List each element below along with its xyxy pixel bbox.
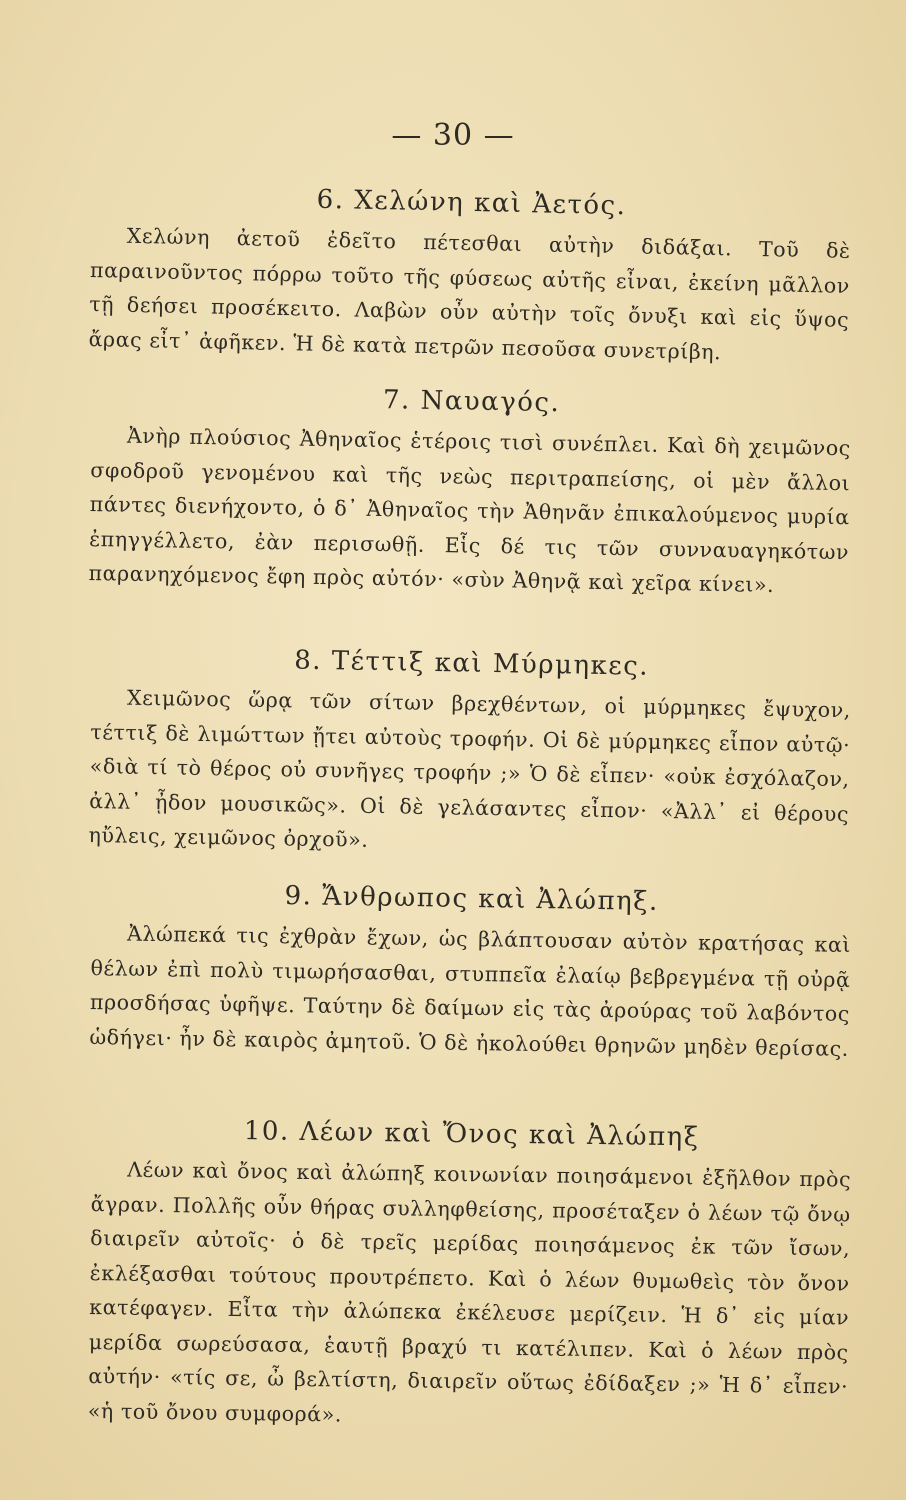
fable-heading: 8. Τέττιξ καὶ Μύρμηκες.	[293, 645, 650, 682]
fable-8	[88, 640, 852, 866]
fable-heading: 9. Ἄνθρωπος καὶ Ἀλώπηξ.	[284, 881, 659, 917]
fable-heading: 6. Χελώνη καὶ Ἀετός.	[316, 184, 627, 222]
page-number: — 30 —	[391, 118, 515, 153]
fable-text: Ἀλώπεκά τις ἐχθρὰν ἔχων, ὡς βλάπτουσαν αὐτὸν κρατήσας καὶ θέλων ἐπὶ πολὺ τιμωρήσασθαι, στυππεῖα ἐλαίῳ βεβρεγμένα τῇ οὐρᾷ προσδήσας ὑφῆψε. Ταύτην δὲ δαίμων εἰς τὰς ἀρούρας τοῦ λαβόντος ὡδήγει· ἦν δὲ καιρὸς ἀμητοῦ. Ὁ δὲ ἠκολούθει θρηνῶν μηδὲν θερίσας.	[89, 921, 852, 1061]
fable-text: Λέων καὶ ὄνος καὶ ἀλώπηξ κοινωνίαν ποιησάμενοι ἐξῆλθον πρὸς ἄγραν. Πολλῆς οὖν θήρας συλληφθείσης, προσέταξεν ὁ λέων τῷ ὄνῳ διαιρεῖν αὐτοῖς· ὁ δὲ τρεῖς μερίδας ποιησάμενος ἐκ τῶν ἴσων, ἐκλέξασθαι τούτους προυτρέπετο. Καὶ ὁ λέων θυμωθεὶς τὸν ὄνον κατέφαγεν. Εἶτα τὴν ἀλώπεκα ἐκέλευσε μερίζειν. Ἡ δ᾽ εἰς μίαν μερίδα σωρεύσασα, ἑαυτῇ βραχύ τι κατέλιπεν. Καὶ ὁ λέων πρὸς αὐτήν· «τίς σε, ὦ βελτίστη, διαιρεῖν οὕτως ἐδίδαξεν ;» Ἡ δ᾽ εἶπεν· «ἡ τοῦ ὄνου συμφορά».	[87, 1157, 852, 1427]
fable-heading: 10. Λέων καὶ Ὄνος καὶ Ἀλώπηξ	[243, 1116, 700, 1153]
fable-text: Ἀνὴρ πλούσιος Ἀθηναῖος ἑτέροις τισὶ συνέπλει. Καὶ δὴ χειμῶνος σφοδροῦ γενομένου καὶ τῆς νεὼς περιτραπείσης, οἱ μὲν ἄλλοι πάντες διενήχοντο, ὁ δ᾽ Ἀθηναῖος τὴν Ἀθηνᾶν ἐπικαλούμενος μυρία ἐπηγγέλλετο, ἐὰν περισωθῇ. Εἷς δέ τις τῶν συνναυαγηκότων παρανηχόμενος ἔφη πρὸς αὐτόν· «σὺν Ἀθηνᾷ καὶ χεῖρα κίνει».	[88, 423, 852, 597]
fable-text: Χειμῶνος ὥρᾳ τῶν σίτων βρεχθέντων, οἱ μύρμηκες ἔψυχον, τέττιξ δὲ λιμώττων ᾔτει αὐτοὺς τροφήν. Οἱ δὲ μύρμηκες εἶπον αὐτῷ· «διὰ τί τὸ θέρος οὐ συνῆγες τροφήν ;» Ὁ δὲ εἶπεν· «οὐκ ἐσχόλαζον, ἀλλ᾽ ᾖδον μουσικῶς». Οἱ δὲ γελάσαντες εἶπον· «Ἀλλ᾽ εἰ θέρους ηὔλεις, χειμῶνος ὀρχοῦ».	[88, 685, 852, 852]
fable-7	[88, 378, 852, 604]
fable-9	[89, 876, 852, 1066]
fable-10	[88, 1112, 852, 1439]
fable-text: Χελώνη ἀετοῦ ἐδεῖτο πέτεσθαι αὐτὴν διδάξαι. Τοῦ δὲ παραινοῦντος πόρρω τοῦτο τῆς φύσεως αὐτῆς εἶναι, ἐκείνη μᾶλλον τῇ δεήσει προσέκειτο. Λαβὼν οὖν αὐτὴν τοῖς ὄνυξι καὶ εἰς ὕψος ἄρας εἶτ᾽ ἀφῆκεν. Ἡ δὲ κατὰ πετρῶν πεσοῦσα συνετρίβη.	[88, 223, 851, 364]
fable-heading: 7. Ναυαγός.	[382, 385, 561, 419]
fable-6	[88, 178, 852, 372]
